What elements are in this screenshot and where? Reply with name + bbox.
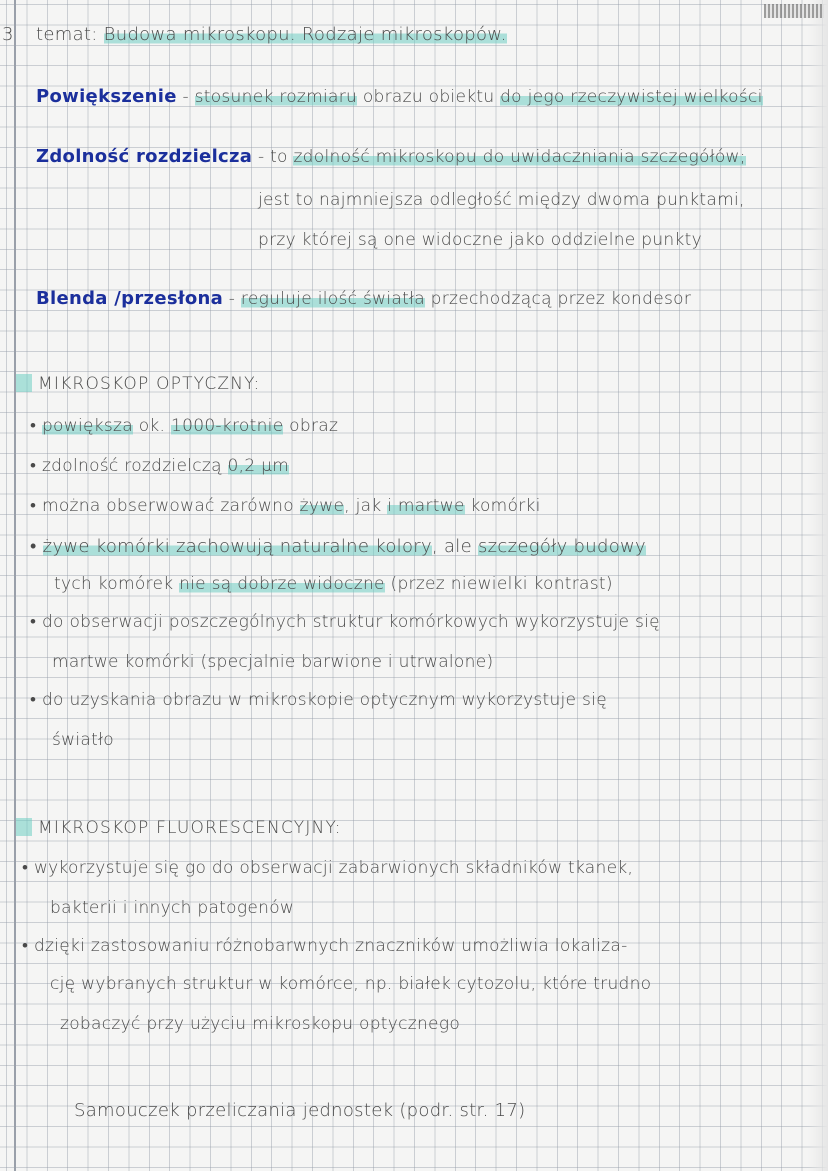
notebook-binding: [764, 4, 824, 18]
bullet-item: [30, 496, 541, 516]
bullet-item: • do uzyskania obrazu w mikroskopie optycznym wykorzystuje się: [30, 690, 607, 710]
dash: - to: [252, 147, 294, 167]
dash: -: [176, 87, 195, 107]
heading-marker: [16, 374, 32, 392]
highlight: powiększa: [41, 416, 133, 436]
dash: -: [223, 289, 241, 309]
page-edge: [808, 0, 828, 1171]
definition-resolution: [36, 146, 746, 167]
highlight: szczegóły budowy: [478, 536, 646, 557]
bullet-item: [30, 456, 289, 476]
bullet-item: • do obserwacji poszczególnych struktur komórkowych wykorzystuje się: [30, 612, 660, 632]
term: Blenda /przesłona: [36, 288, 224, 309]
bullet-item: • dzięki zastosowaniu różnobarwnych znaczników umożliwia lokaliza-: [22, 936, 628, 956]
bullet-continuation: światło: [52, 730, 114, 750]
bullet-item: • wykorzystuje się go do obserwacji zabarwionych składników tkanek,: [22, 858, 634, 878]
definition-text: do jego rzeczywistej wielkości: [500, 87, 763, 107]
definition-text: zdolność mikroskopu do uwidaczniania szczegółów;: [293, 147, 746, 167]
text: •: [30, 416, 42, 436]
bullet-continuation: zobaczyć przy użyciu mikroskopu optycznego: [60, 1014, 461, 1034]
text: (przez niewielki kontrast): [384, 574, 613, 594]
definition-magnification: [36, 86, 763, 107]
term: Powiększenie: [36, 86, 177, 107]
bullet-item: [30, 536, 646, 557]
topic-line: [36, 24, 507, 45]
highlight: i martwe: [387, 496, 465, 516]
definition-text: obrazu obiektu: [357, 87, 501, 107]
definition-diaphragm: [36, 288, 691, 309]
text: • zdolność rozdzielczą: [30, 456, 228, 476]
highlight: 1000-krotnie: [170, 416, 284, 436]
footer-note: Samouczek przeliczania jednostek (podr. str. 17): [74, 1100, 526, 1121]
topic-title: Budowa mikroskopu. Rodzaje mikroskopów.: [103, 24, 507, 45]
text: tych komórek: [54, 574, 180, 594]
heading-marker: [16, 818, 32, 836]
highlight: żywe komórki zachowują naturalne kolory: [42, 536, 432, 557]
text: • można obserwować zarówno: [30, 496, 300, 516]
definition-text: stosunek rozmiaru: [194, 87, 358, 107]
bullet-continuation: martwe komórki (specjalnie barwione i utrwalone): [52, 652, 494, 672]
text: ok.: [133, 416, 171, 436]
highlight: 0,2 µm: [227, 456, 290, 476]
text: komórki: [464, 496, 541, 516]
page-number: 3: [2, 24, 14, 45]
text: , jak: [344, 496, 388, 516]
text: •: [30, 536, 43, 557]
highlight: żywe: [299, 496, 345, 516]
bullet-item: [30, 416, 338, 436]
term: Zdolność rozdzielcza: [36, 146, 253, 167]
section-heading-optical: MIKROSKOP OPTYCZNY:: [38, 374, 261, 394]
highlight: nie są dobrze widoczne: [179, 574, 385, 594]
definition-text: reguluje ilość światła: [240, 289, 425, 309]
text: obraz: [283, 416, 339, 436]
margin-line: [14, 0, 16, 1171]
definition-text: jest to najmniejsza odległość między dwoma punktami,: [258, 190, 745, 210]
topic-label: temat:: [36, 24, 98, 45]
bullet-continuation: cję wybranych struktur w komórce, np. białek cytozolu, które trudno: [50, 974, 652, 994]
definition-text: przechodzącą przez kondesor: [424, 289, 692, 309]
text: , ale: [431, 536, 478, 557]
bullet-continuation: [54, 574, 613, 594]
definition-text: przy której są one widoczne jako oddzielne punkty: [258, 230, 702, 250]
section-heading-fluorescent: MIKROSKOP FLUORESCENCYJNY:: [38, 818, 342, 838]
bullet-continuation: bakterii i innych patogenów: [50, 898, 295, 918]
